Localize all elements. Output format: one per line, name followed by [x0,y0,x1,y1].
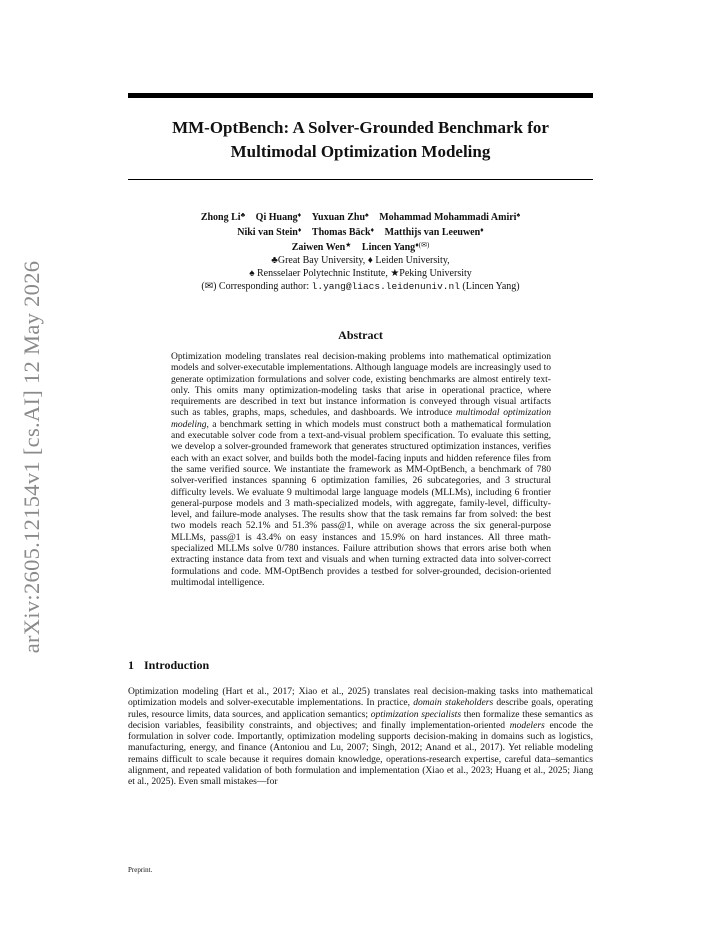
author-row-2 [128,224,593,239]
author-name: Niki van Stein♦ [237,226,302,238]
abstract-body: Optimization modeling translates real decision-making problems into mathematical optimization models and solver-executable implementations. Although language models are increasingly used to generate optimization formulations and solver code, existing benchmarks are almost entirely text-only. This omits many optimization-modeling tasks that arise in operational practice, where requirements are described in text but instance information is conveyed through visual artifacts such as tables, graphs, maps, schedules, and dashboards. We introduce multimodal optimization modeling, a benchmark setting in which models must construct both a mathematical formulation and executable solver code from a text-and-visual problem specification. To evaluate this setting, we develop a solver-grounded framework that generates structured optimization instances, verifies each with an exact solver, and builds both the model-facing inputs and hidden reference files from the same verified source. We instantiate the framework as MM-OptBench, a benchmark of 780 solver-verified instances spanning 6 optimization families, 26 subcategories, and 3 structural difficulty levels. We evaluate 9 multimodal large language models (MLLMs), including 6 frontier general-purpose models and 3 math-specialized models, with aggregate, family-level, difficulty-level, and failure-mode analyses. The results show that the task remains far from solved: the best two models reach 52.1% and 51.3% pass@1, while on average across the six general-purpose MLLMs, pass@1 is 43.4% on easy instances and 15.9% on hard instances. All three math-specialized MLLMs solve 0/780 instances. Failure attribution shows that errors arise both when extracting instance data from text and visuals and when turning extracted data into solver-correct formulations and code. MM-OptBench provides a testbed for solver-grounded, decision-oriented multimodal intelligence. [171,351,552,588]
section-title: Introduction [144,658,210,672]
corresponding-email: l.yang@liacs.leidenuniv.nl [311,281,460,292]
author-name: Lincen Yang♦(✉) [361,241,430,253]
paper-title-line-1: MM-OptBench: A Solver-Grounded Benchmark for [172,118,549,137]
author-name: Zhong Li♣ [200,211,246,223]
arxiv-identifier: arXiv:2605.12154v1 [cs.AI] 12 May 2026 [19,260,44,654]
intro-emphasis: modelers [509,719,545,731]
paper-title-line-2: Multimodal Optimization Modeling [230,142,491,161]
preprint-footer: Preprint. [128,866,153,874]
introduction-paragraph: Optimization modeling (Hart et al., 2017; Xiao et al., 2025) translates real decision-making tasks into mathematical optimization models and solver-executable implementations. In practice, domain stakeholders describe goals, operating rules, resource limits, data sources, and application semantics; optimization specialists then formalize these semantics as decision variables, feasibility constraints, and objectives; and finally implementation-oriented modelers encode the formulation in solver code. Importantly, optimization modeling supports decision-making in domains such as logistics, manufacturing, energy, and finance (Antoniou and Lu, 2007; Singh, 2012; Anand et al., 2017). Yet reliable modeling remains difficult to scale because it requires domain knowledge, operations-research expertise, careful data–semantics alignment, and repeated validation of both formulation and implementation (Xiao et al., 2023; Huang et al., 2025; Jiang et al., 2025). Even small mistakes—for [128,686,593,788]
affiliation-line-2: ♠ Rensselaer Polytechnic Institute, ★Peking University [249,268,472,279]
author-name: Matthijs van Leeuwen♦ [384,226,484,238]
author-block [128,209,593,293]
author-name: Mohammad Mohammadi Amiri♠ [379,211,521,223]
author-name: Thomas Bäck♦ [311,226,375,238]
intro-emphasis: domain stakeholders [413,697,494,709]
author-row-1 [128,209,593,224]
abstract-heading: Abstract [338,328,383,342]
arxiv-sidebar-stamp [14,262,50,652]
section-number: 1 [128,658,134,672]
title-top-rule [128,93,593,98]
affiliation-line-1: ♣Great Bay University, ♦ Leiden University, [271,255,450,266]
author-name: Zaiwen Wen★ [291,241,352,253]
intro-emphasis: optimization specialists [370,708,462,720]
abstract-emphasis: multimodal optimization modeling [171,407,552,430]
author-row-3 [128,239,593,254]
author-name: Yuxuan Zhu♠ [311,211,369,223]
paper-title [128,116,593,164]
corresponding-author: (✉) Corresponding author: l.yang@liacs.leidenuniv.nl (Lincen Yang) [201,281,520,292]
author-name: Qi Huang♦ [255,211,302,223]
section-heading-introduction [128,658,209,673]
title-bottom-rule [128,179,593,180]
